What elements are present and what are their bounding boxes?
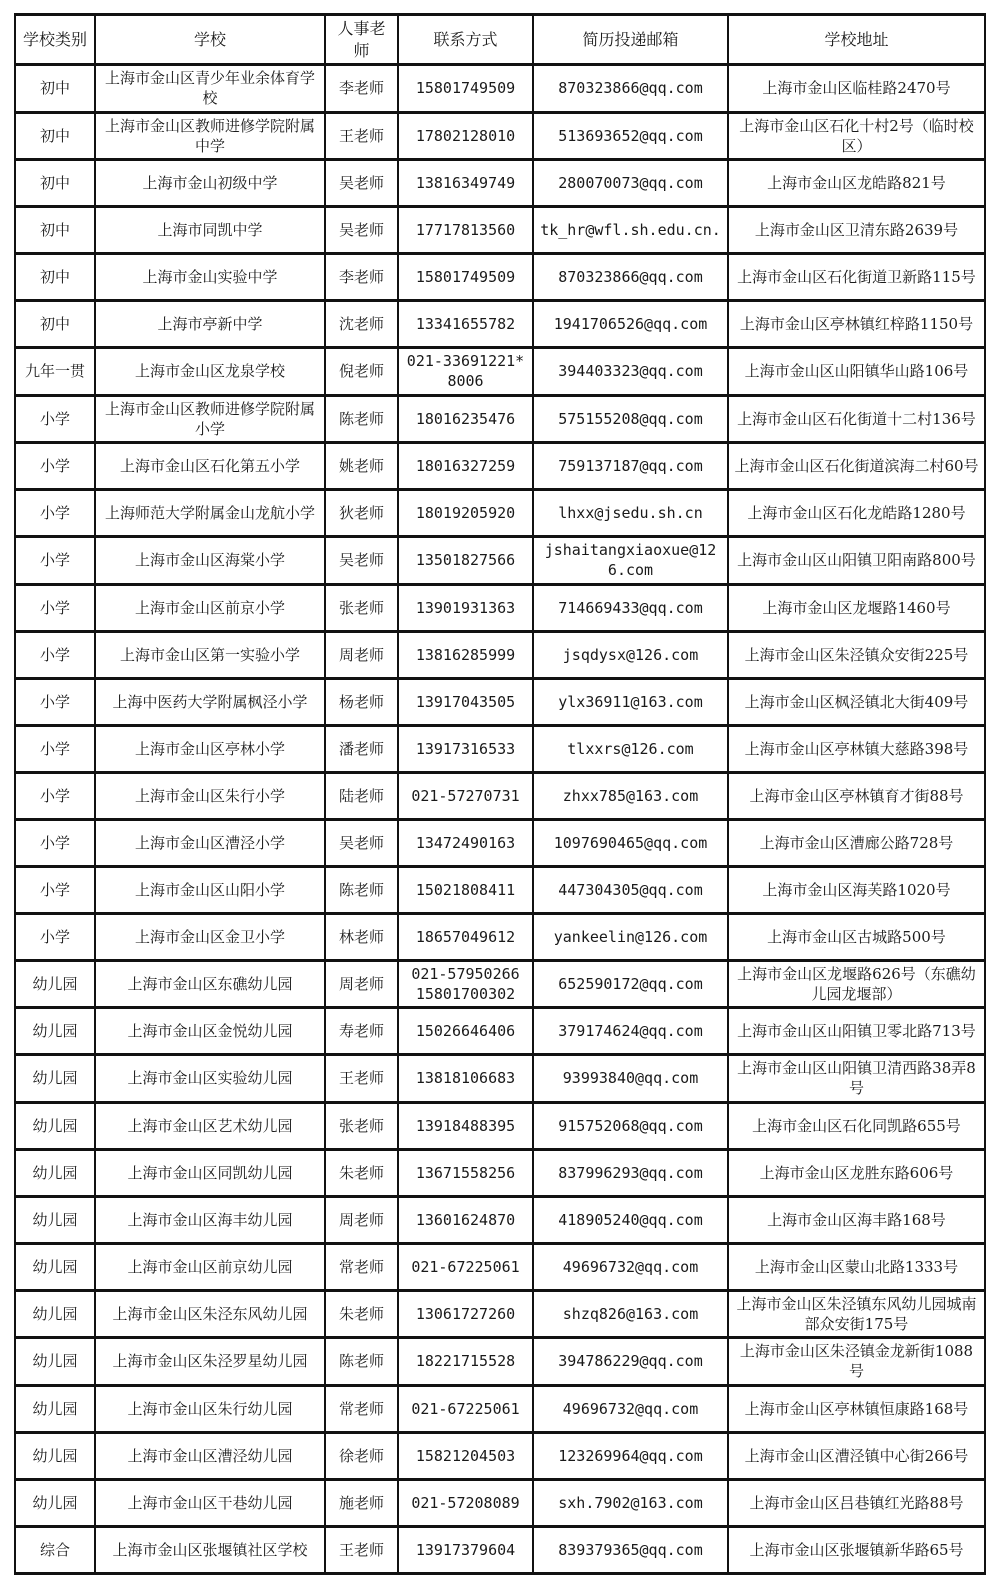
- phone-line: 13918488395: [415, 1116, 516, 1135]
- email-cell: shzq826@163.com: [533, 1290, 728, 1338]
- category-cell: 小学: [15, 913, 95, 960]
- school-cell: 上海市金山区前京小学: [95, 584, 325, 631]
- teacher-cell: 周老师: [325, 1196, 398, 1243]
- teacher-cell: 朱老师: [325, 1149, 398, 1196]
- category-cell: 综合: [15, 1526, 95, 1573]
- table-row: [15, 725, 985, 772]
- school-cell: 上海市金山区龙泉学校: [95, 348, 325, 396]
- phone-line: 13816285999: [415, 645, 516, 664]
- school-cell: 上海市金山区青少年业余体育学校: [95, 65, 325, 113]
- phone-cell: [398, 348, 533, 396]
- phone-line: 13901931363: [415, 598, 516, 617]
- address-cell: 上海市金山区漕廊公路728号: [728, 819, 985, 866]
- table-row: [15, 678, 985, 725]
- teacher-cell: 陈老师: [325, 395, 398, 443]
- teacher-cell: 林老师: [325, 913, 398, 960]
- header-address: 学校地址: [728, 15, 985, 65]
- school-cell: 上海市金山区朱泾罗星幼儿园: [95, 1338, 325, 1386]
- category-cell: 小学: [15, 537, 95, 585]
- teacher-cell: 李老师: [325, 65, 398, 113]
- table-row: [15, 443, 985, 490]
- table-body: [15, 65, 985, 1574]
- table-row: [15, 1290, 985, 1338]
- email-cell: 1097690465@qq.com: [533, 819, 728, 866]
- email-cell: 49696732@qq.com: [533, 1243, 728, 1290]
- phone-cell: [398, 584, 533, 631]
- category-cell: 幼儿园: [15, 960, 95, 1008]
- table-row: [15, 160, 985, 207]
- email-cell: 394786229@qq.com: [533, 1338, 728, 1386]
- email-cell: sxh.7902@163.com: [533, 1479, 728, 1526]
- table-row: [15, 866, 985, 913]
- phone-line: 18221715528: [415, 1352, 516, 1371]
- address-cell: 上海市金山区海丰路168号: [728, 1196, 985, 1243]
- address-cell: 上海市金山区亭林镇恒康路168号: [728, 1385, 985, 1432]
- address-cell: 上海市金山区石化街道十二村136号: [728, 395, 985, 443]
- teacher-cell: 张老师: [325, 584, 398, 631]
- email-cell: tk_hr@wfl.sh.edu.cn.: [533, 207, 728, 254]
- teacher-cell: 倪老师: [325, 348, 398, 396]
- phone-line: 18657049612: [415, 927, 516, 946]
- category-cell: 幼儿园: [15, 1290, 95, 1338]
- table-row: [15, 1526, 985, 1573]
- teacher-cell: 吴老师: [325, 537, 398, 585]
- table-row: [15, 348, 985, 396]
- category-cell: 九年一贯: [15, 348, 95, 396]
- phone-line: 18019205920: [415, 504, 516, 523]
- address-cell: 上海市金山区亭林镇大慈路398号: [728, 725, 985, 772]
- phone-line: 15801749509: [415, 268, 516, 287]
- phone-line: 13816349749: [415, 174, 516, 193]
- address-cell: 上海市金山区石化同凯路655号: [728, 1102, 985, 1149]
- phone-cell: [398, 537, 533, 585]
- school-cell: 上海市金山区东礁幼儿园: [95, 960, 325, 1008]
- address-cell: 上海市金山区亭林镇育才街88号: [728, 772, 985, 819]
- school-cell: 上海市金山区张堰镇社区学校: [95, 1526, 325, 1573]
- teacher-cell: 周老师: [325, 631, 398, 678]
- category-cell: 幼儿园: [15, 1055, 95, 1103]
- phone-line: 18016327259: [415, 457, 516, 476]
- address-cell: 上海市金山区亭林镇红梓路1150号: [728, 301, 985, 348]
- phone-line: 021-57208089: [411, 1493, 520, 1512]
- teacher-cell: 陈老师: [325, 1338, 398, 1386]
- table-row: [15, 913, 985, 960]
- phone-cell: [398, 1102, 533, 1149]
- table-row: [15, 112, 985, 160]
- header-row: [15, 15, 985, 65]
- email-cell: jsqdysx@126.com: [533, 631, 728, 678]
- school-cell: 上海市亭新中学: [95, 301, 325, 348]
- table-row: [15, 1008, 985, 1055]
- phone-line: 13818106683: [415, 1069, 516, 1088]
- email-cell: jshaitangxiaoxue@126.com: [533, 537, 728, 585]
- school-cell: 上海市金山区石化第五小学: [95, 443, 325, 490]
- address-cell: 上海市金山区蒙山北路1333号: [728, 1243, 985, 1290]
- email-cell: 379174624@qq.com: [533, 1008, 728, 1055]
- phone-cell: [398, 207, 533, 254]
- table-row: [15, 65, 985, 113]
- header-school: 学校: [95, 15, 325, 65]
- phone-cell: [398, 65, 533, 113]
- phone-cell: [398, 1385, 533, 1432]
- email-cell: yankeelin@126.com: [533, 913, 728, 960]
- category-cell: 幼儿园: [15, 1149, 95, 1196]
- email-cell: 418905240@qq.com: [533, 1196, 728, 1243]
- table-row: [15, 631, 985, 678]
- teacher-cell: 张老师: [325, 1102, 398, 1149]
- category-cell: 初中: [15, 301, 95, 348]
- table-row: [15, 1338, 985, 1386]
- school-cell: 上海市金山区同凯幼儿园: [95, 1149, 325, 1196]
- teacher-cell: 王老师: [325, 1526, 398, 1573]
- school-cell: 上海市金山区实验幼儿园: [95, 1055, 325, 1103]
- school-cell: 上海市金山区海丰幼儿园: [95, 1196, 325, 1243]
- school-cell: 上海市金山区金悦幼儿园: [95, 1008, 325, 1055]
- category-cell: 初中: [15, 65, 95, 113]
- address-cell: 上海市金山区海芙路1020号: [728, 866, 985, 913]
- phone-cell: [398, 490, 533, 537]
- phone-cell: [398, 631, 533, 678]
- table-header: [15, 15, 985, 65]
- email-cell: 652590172@qq.com: [533, 960, 728, 1008]
- email-cell: 759137187@qq.com: [533, 443, 728, 490]
- category-cell: 小学: [15, 866, 95, 913]
- school-cell: 上海市金山区教师进修学院附属中学: [95, 112, 325, 160]
- category-cell: 幼儿园: [15, 1008, 95, 1055]
- phone-line: 021-33691221*8006: [406, 352, 525, 391]
- email-cell: 870323866@qq.com: [533, 254, 728, 301]
- phone-cell: [398, 960, 533, 1008]
- phone-cell: [398, 1149, 533, 1196]
- teacher-cell: 姚老师: [325, 443, 398, 490]
- phone-cell: [398, 819, 533, 866]
- email-cell: 93993840@qq.com: [533, 1055, 728, 1103]
- phone-cell: [398, 1526, 533, 1573]
- teacher-cell: 周老师: [325, 960, 398, 1008]
- header-phone: 联系方式: [398, 15, 533, 65]
- table-row: [15, 1102, 985, 1149]
- school-cell: 上海市金山区艺术幼儿园: [95, 1102, 325, 1149]
- category-cell: 初中: [15, 207, 95, 254]
- category-cell: 初中: [15, 112, 95, 160]
- phone-line: 13601624870: [415, 1210, 516, 1229]
- phone-cell: [398, 1243, 533, 1290]
- school-cell: 上海市金山区亭林小学: [95, 725, 325, 772]
- teacher-cell: 杨老师: [325, 678, 398, 725]
- table-row: [15, 960, 985, 1008]
- address-cell: 上海市金山区山阳镇卫清西路38弄8号: [728, 1055, 985, 1103]
- email-cell: 394403323@qq.com: [533, 348, 728, 396]
- phone-line: 13917379604: [415, 1540, 516, 1559]
- phone-cell: [398, 1290, 533, 1338]
- address-cell: 上海市金山区张堰镇新华路65号: [728, 1526, 985, 1573]
- email-cell: lhxx@jsedu.sh.cn: [533, 490, 728, 537]
- teacher-cell: 王老师: [325, 112, 398, 160]
- phone-cell: [398, 112, 533, 160]
- email-cell: 123269964@qq.com: [533, 1432, 728, 1479]
- category-cell: 小学: [15, 584, 95, 631]
- phone-line: 15801700302: [415, 984, 516, 1003]
- phone-cell: [398, 1008, 533, 1055]
- teacher-cell: 陆老师: [325, 772, 398, 819]
- table-row: [15, 207, 985, 254]
- phone-cell: [398, 160, 533, 207]
- address-cell: 上海市金山区吕巷镇红光路88号: [728, 1479, 985, 1526]
- teacher-cell: 常老师: [325, 1243, 398, 1290]
- phone-cell: [398, 866, 533, 913]
- phone-cell: [398, 1196, 533, 1243]
- teacher-cell: 吴老师: [325, 160, 398, 207]
- table-row: [15, 1149, 985, 1196]
- phone-cell: [398, 1432, 533, 1479]
- phone-line: 13061727260: [415, 1304, 516, 1323]
- category-cell: 小学: [15, 819, 95, 866]
- email-cell: 1941706526@qq.com: [533, 301, 728, 348]
- address-cell: 上海市金山区朱泾镇金龙新街1088号: [728, 1338, 985, 1386]
- table-row: [15, 1432, 985, 1479]
- school-cell: 上海市金山区朱泾东风幼儿园: [95, 1290, 325, 1338]
- address-cell: 上海市金山区临桂路2470号: [728, 65, 985, 113]
- category-cell: 小学: [15, 772, 95, 819]
- school-cell: 上海市金山区第一实验小学: [95, 631, 325, 678]
- teacher-cell: 陈老师: [325, 866, 398, 913]
- phone-line: 15821204503: [415, 1446, 516, 1465]
- table-row: [15, 1385, 985, 1432]
- category-cell: 初中: [15, 254, 95, 301]
- address-cell: 上海市金山区龙堰路626号（东礁幼儿园龙堰部）: [728, 960, 985, 1008]
- category-cell: 幼儿园: [15, 1479, 95, 1526]
- category-cell: 幼儿园: [15, 1102, 95, 1149]
- table-row: [15, 1479, 985, 1526]
- table-row: [15, 537, 985, 585]
- category-cell: 幼儿园: [15, 1196, 95, 1243]
- phone-cell: [398, 443, 533, 490]
- address-cell: 上海市金山区古城路500号: [728, 913, 985, 960]
- table-row: [15, 1055, 985, 1103]
- phone-line: 15026646406: [415, 1022, 516, 1041]
- email-cell: zhxx785@163.com: [533, 772, 728, 819]
- phone-cell: [398, 913, 533, 960]
- table-row: [15, 819, 985, 866]
- teacher-cell: 吴老师: [325, 207, 398, 254]
- header-category: 学校类别: [15, 15, 95, 65]
- teacher-cell: 李老师: [325, 254, 398, 301]
- school-cell: 上海中医药大学附属枫泾小学: [95, 678, 325, 725]
- school-cell: 上海市金山区前京幼儿园: [95, 1243, 325, 1290]
- school-cell: 上海市金山区漕泾幼儿园: [95, 1432, 325, 1479]
- address-cell: 上海市金山区朱泾镇众安街225号: [728, 631, 985, 678]
- address-cell: 上海市金山区石化十村2号（临时校区）: [728, 112, 985, 160]
- address-cell: 上海市金山区山阳镇华山路106号: [728, 348, 985, 396]
- address-cell: 上海市金山区龙胜东路606号: [728, 1149, 985, 1196]
- teacher-cell: 常老师: [325, 1385, 398, 1432]
- school-cell: 上海市金山实验中学: [95, 254, 325, 301]
- email-cell: 49696732@qq.com: [533, 1385, 728, 1432]
- table-row: [15, 301, 985, 348]
- email-cell: 714669433@qq.com: [533, 584, 728, 631]
- address-cell: 上海市金山区石化街道卫新路115号: [728, 254, 985, 301]
- category-cell: 小学: [15, 443, 95, 490]
- email-cell: 447304305@qq.com: [533, 866, 728, 913]
- phone-line: 13671558256: [415, 1163, 516, 1182]
- phone-line: 13917043505: [415, 692, 516, 711]
- school-cell: 上海市金山区朱行幼儿园: [95, 1385, 325, 1432]
- category-cell: 幼儿园: [15, 1338, 95, 1386]
- phone-cell: [398, 725, 533, 772]
- address-cell: 上海市金山区山阳镇卫阳南路800号: [728, 537, 985, 585]
- phone-cell: [398, 395, 533, 443]
- phone-line: 17802128010: [415, 126, 516, 145]
- phone-cell: [398, 1055, 533, 1103]
- table-row: [15, 490, 985, 537]
- email-cell: 915752068@qq.com: [533, 1102, 728, 1149]
- phone-line: 15801749509: [415, 79, 516, 98]
- email-cell: 837996293@qq.com: [533, 1149, 728, 1196]
- address-cell: 上海市金山区朱泾镇东风幼儿园城南部众安街175号: [728, 1290, 985, 1338]
- table-row: [15, 584, 985, 631]
- school-cell: 上海市金山区漕泾小学: [95, 819, 325, 866]
- school-cell: 上海师范大学附属金山龙航小学: [95, 490, 325, 537]
- phone-line: 13917316533: [415, 739, 516, 758]
- phone-cell: [398, 1479, 533, 1526]
- school-cell: 上海市金山区教师进修学院附属小学: [95, 395, 325, 443]
- table-row: [15, 395, 985, 443]
- email-cell: ylx36911@163.com: [533, 678, 728, 725]
- school-cell: 上海市金山区海棠小学: [95, 537, 325, 585]
- address-cell: 上海市金山区龙堰路1460号: [728, 584, 985, 631]
- phone-cell: [398, 772, 533, 819]
- school-cell: 上海市金山初级中学: [95, 160, 325, 207]
- category-cell: 小学: [15, 725, 95, 772]
- teacher-cell: 施老师: [325, 1479, 398, 1526]
- teacher-cell: 徐老师: [325, 1432, 398, 1479]
- category-cell: 幼儿园: [15, 1432, 95, 1479]
- category-cell: 幼儿园: [15, 1385, 95, 1432]
- table-row: [15, 1196, 985, 1243]
- teacher-cell: 吴老师: [325, 819, 398, 866]
- school-cell: 上海市金山区朱行小学: [95, 772, 325, 819]
- phone-cell: [398, 254, 533, 301]
- table-row: [15, 772, 985, 819]
- table-row: [15, 254, 985, 301]
- teacher-cell: 朱老师: [325, 1290, 398, 1338]
- teacher-cell: 王老师: [325, 1055, 398, 1103]
- email-cell: 839379365@qq.com: [533, 1526, 728, 1573]
- header-teacher: 人事老师: [325, 15, 398, 65]
- category-cell: 幼儿园: [15, 1243, 95, 1290]
- table-row: [15, 1243, 985, 1290]
- phone-cell: [398, 1338, 533, 1386]
- school-cell: 上海市金山区山阳小学: [95, 866, 325, 913]
- phone-line: 021-57950266: [411, 964, 520, 983]
- address-cell: 上海市金山区卫清东路2639号: [728, 207, 985, 254]
- address-cell: 上海市金山区枫泾镇北大街409号: [728, 678, 985, 725]
- address-cell: 上海市金山区山阳镇卫零北路713号: [728, 1008, 985, 1055]
- teacher-cell: 潘老师: [325, 725, 398, 772]
- phone-line: 18016235476: [415, 409, 516, 428]
- teacher-cell: 寿老师: [325, 1008, 398, 1055]
- address-cell: 上海市金山区石化街道滨海二村60号: [728, 443, 985, 490]
- header-email: 简历投递邮箱: [533, 15, 728, 65]
- phone-line: 13341655782: [415, 315, 516, 334]
- email-cell: tlxxrs@126.com: [533, 725, 728, 772]
- school-contact-table: [14, 13, 986, 1575]
- teacher-cell: 沈老师: [325, 301, 398, 348]
- address-cell: 上海市金山区漕泾镇中心街266号: [728, 1432, 985, 1479]
- email-cell: 870323866@qq.com: [533, 65, 728, 113]
- phone-line: 021-57270731: [411, 786, 520, 805]
- email-cell: 575155208@qq.com: [533, 395, 728, 443]
- school-cell: 上海市金山区干巷幼儿园: [95, 1479, 325, 1526]
- school-cell: 上海市金山区金卫小学: [95, 913, 325, 960]
- category-cell: 小学: [15, 678, 95, 725]
- address-cell: 上海市金山区龙皓路821号: [728, 160, 985, 207]
- school-cell: 上海市同凯中学: [95, 207, 325, 254]
- category-cell: 小学: [15, 395, 95, 443]
- category-cell: 小学: [15, 490, 95, 537]
- phone-line: 021-67225061: [411, 1399, 520, 1418]
- phone-cell: [398, 678, 533, 725]
- phone-cell: [398, 301, 533, 348]
- category-cell: 初中: [15, 160, 95, 207]
- phone-line: 17717813560: [415, 221, 516, 240]
- teacher-cell: 狄老师: [325, 490, 398, 537]
- phone-line: 15021808411: [415, 880, 516, 899]
- email-cell: 513693652@qq.com: [533, 112, 728, 160]
- phone-line: 13501827566: [415, 551, 516, 570]
- phone-line: 13472490163: [415, 833, 516, 852]
- address-cell: 上海市金山区石化龙皓路1280号: [728, 490, 985, 537]
- email-cell: 280070073@qq.com: [533, 160, 728, 207]
- category-cell: 小学: [15, 631, 95, 678]
- phone-line: 021-67225061: [411, 1257, 520, 1276]
